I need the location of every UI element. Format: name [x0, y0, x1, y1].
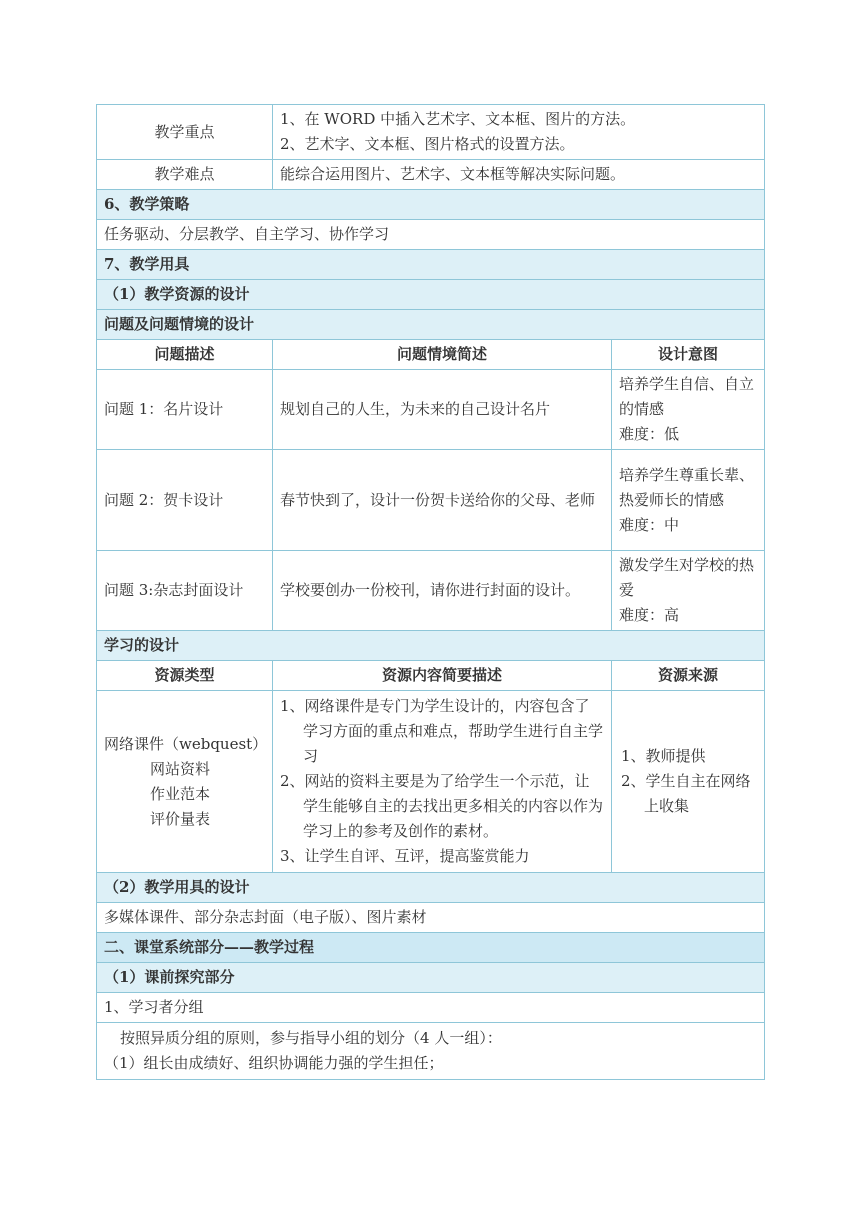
problem-intent-cell [612, 551, 765, 631]
difficulty-label: 教学难点 [97, 160, 273, 190]
problem-level: 难度：中 [619, 515, 680, 534]
resource-desc-item: 2、网站的资料主要是为了给学生一个示范，让学生能够自主的去找出更多相关的内容以作为学习上的参考及创作的素材。 [280, 772, 604, 840]
problem-header-row [97, 340, 765, 370]
step-heading: 1、学习者分组 [97, 993, 765, 1023]
resource-header-row [97, 661, 765, 691]
subsection-heading: 学习的设计 [97, 631, 765, 661]
resource-source-item: 1、教师提供 [621, 747, 706, 765]
column-header: 资源类型 [97, 661, 273, 691]
lesson-plan-table [96, 104, 765, 1080]
resource-type: 作业范本 [150, 784, 211, 803]
difficulty-text: 能综合运用图片、艺术字、文本框等解决实际问题。 [273, 160, 765, 190]
subsection-heading: （1）教学资源的设计 [97, 280, 765, 310]
resource-type: 网站资料 [150, 759, 211, 778]
focus-content [273, 105, 765, 160]
problem-desc: 春节快到了，设计一份贺卡送给你的父母、老师 [273, 450, 612, 551]
resource-type: 评价量表 [150, 809, 211, 828]
tools-text: 多媒体课件、部分杂志封面（电子版）、图片素材 [97, 903, 765, 933]
resource-descriptions [273, 691, 612, 873]
resource-row [97, 691, 765, 873]
grouping-line: （1）组长由成绩好、组织协调能力强的学生担任； [104, 1054, 444, 1072]
problem-row [97, 370, 765, 450]
subsection-heading: （1）课前探究部分 [97, 963, 765, 993]
problem-desc: 学校要创办一份校刊，请你进行封面的设计。 [273, 551, 612, 631]
lesson-plan-document [96, 104, 764, 1080]
resource-desc-item: 3、让学生自评、互评，提高鉴赏能力 [280, 847, 530, 865]
column-header: 资源内容简要描述 [273, 661, 612, 691]
problem-intent: 培养学生自信、自立的情感 [619, 375, 755, 418]
problem-level: 难度：低 [619, 425, 680, 443]
problem-name: 问题 2：贺卡设计 [97, 450, 273, 551]
grouping-row [97, 1023, 765, 1080]
problem-intent: 激发学生对学校的热爱 [619, 556, 755, 599]
subsection-heading: （2）教学用具的设计 [97, 873, 765, 903]
focus-label: 教学重点 [97, 105, 273, 160]
subsection-heading: 问题及问题情境的设计 [97, 310, 765, 340]
problem-level: 难度：高 [619, 606, 680, 624]
problem-row [97, 551, 765, 631]
grouping-content [97, 1023, 765, 1080]
section-heading: 7、教学用具 [97, 250, 765, 280]
problem-intent-cell [612, 450, 765, 551]
resource-source-item: 2、学生自主在网络上收集 [621, 772, 751, 815]
difficulty-row [97, 160, 765, 190]
resource-type: 网络课件（webquest） [104, 734, 268, 753]
problem-name: 问题 1：名片设计 [97, 370, 273, 450]
problem-desc: 规划自己的人生，为未来的自己设计名片 [273, 370, 612, 450]
problem-name: 问题 3:杂志封面设计 [97, 551, 273, 631]
resource-desc-item: 1、网络课件是专门为学生设计的，内容包含了学习方面的重点和难点，帮助学生进行自主学习 [280, 697, 604, 765]
column-header: 设计意图 [612, 340, 765, 370]
problem-intent: 培养学生尊重长辈、热爱师长的情感 [619, 465, 755, 509]
column-header: 资源来源 [612, 661, 765, 691]
grouping-line: 按照异质分组的原则，参与指导小组的划分（4 人一组）： [120, 1029, 502, 1047]
problem-row [97, 450, 765, 551]
column-header: 问题描述 [97, 340, 273, 370]
resource-sources [612, 691, 765, 873]
section-heading: 二、课堂系统部分——教学过程 [97, 933, 765, 963]
section-heading: 6、教学策略 [97, 190, 765, 220]
resource-types [97, 691, 273, 873]
focus-item: 1、在 WORD 中插入艺术字、文本框、图片的方法。 [280, 110, 636, 128]
strategy-text: 任务驱动、分层教学、自主学习、协作学习 [97, 220, 765, 250]
focus-row [97, 105, 765, 160]
focus-item: 2、艺术字、文本框、图片格式的设置方法。 [280, 135, 575, 153]
problem-intent-cell [612, 370, 765, 450]
column-header: 问题情境简述 [273, 340, 612, 370]
